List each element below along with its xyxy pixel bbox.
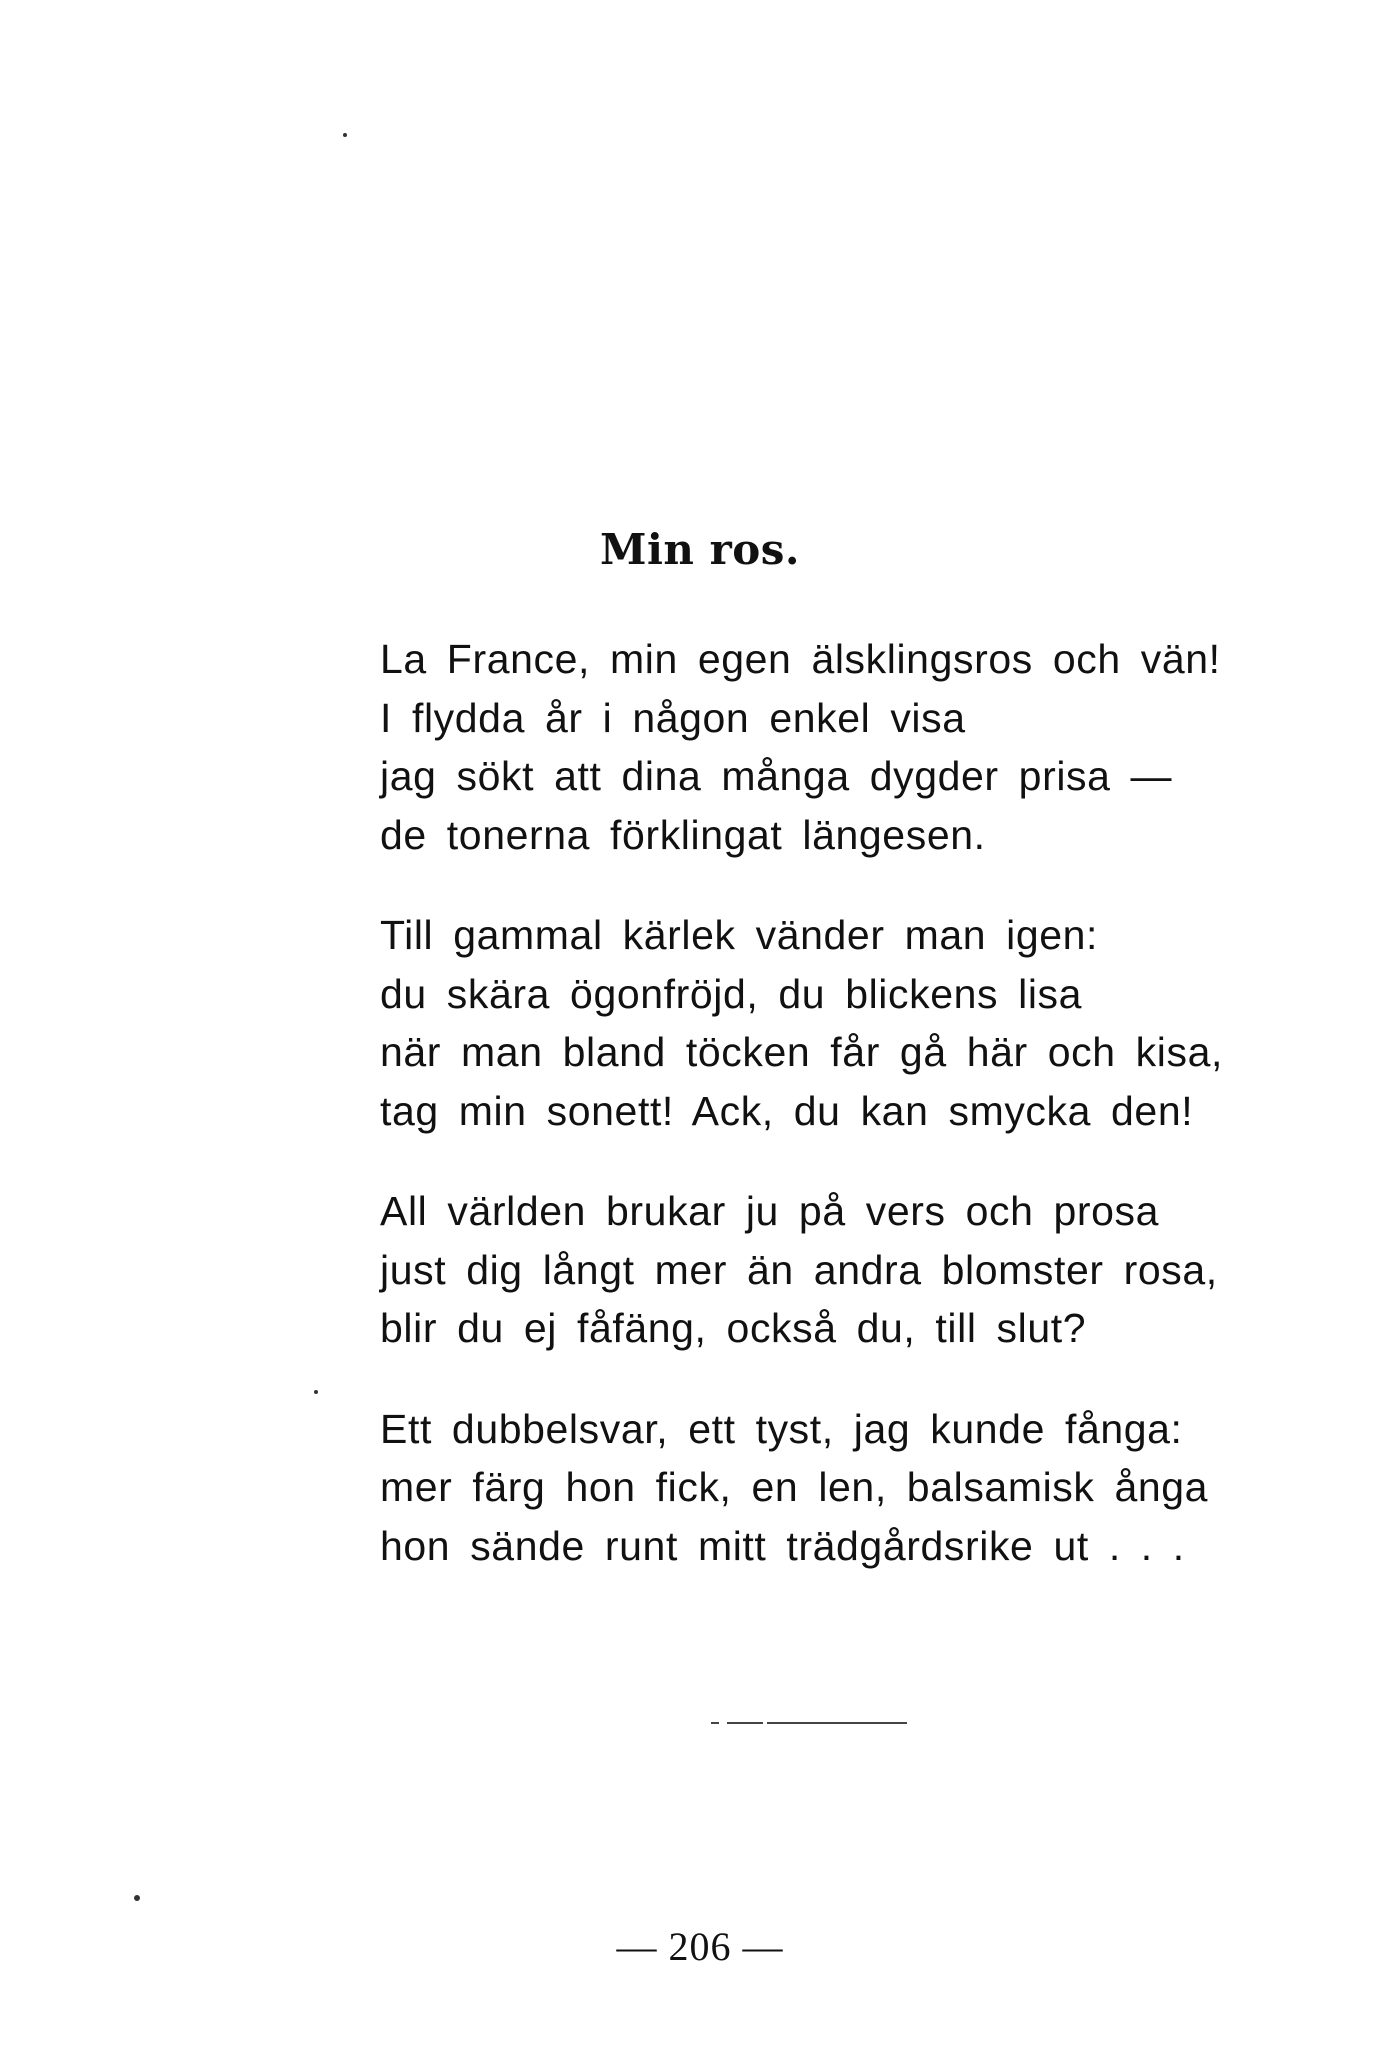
poem-line: när man bland töcken får gå här och kisa, (380, 1029, 1223, 1075)
section-divider (705, 1722, 907, 1724)
poem-line: All världen brukar ju på vers och prosa (380, 1188, 1160, 1234)
poem-line: Till gammal kärlek vänder man igen: (380, 912, 1099, 958)
scan-speck (134, 1895, 140, 1901)
poem-line: tag min sonett! Ack, du kan smycka den! (380, 1087, 1194, 1134)
stanza-1 (380, 630, 1280, 864)
poem-line: I flydda år i någon enkel visa (380, 694, 966, 741)
poem-line: du skära ögonfröjd, du blickens lisa (380, 970, 1083, 1017)
poem-line: La France, min egen älsklingsros och vän! (380, 636, 1221, 682)
poem-line: de tonerna förklingat längesen. (380, 811, 986, 858)
scan-speck (314, 1390, 318, 1394)
poem-line: Ett dubbelsvar, ett tyst, jag kunde fånga: (380, 1405, 1183, 1452)
poem-line: hon sände runt mitt trädgårdsrike ut . . . (380, 1522, 1185, 1569)
scan-speck (343, 133, 347, 137)
stanza-4 (380, 1400, 1280, 1576)
poem-line: just dig långt mer än andra blomster rosa, (380, 1246, 1218, 1293)
page-number: — 206 — (616, 1924, 784, 1969)
poem-line: jag sökt att dina många dygder prisa — (380, 753, 1173, 799)
stanza-3 (380, 1182, 1280, 1358)
poem-line: mer färg hon fick, en len, balsamisk ånga (380, 1464, 1209, 1510)
poem-title: Min ros. (599, 525, 800, 574)
poem-line: blir du ej fåfäng, också du, till slut? (380, 1305, 1087, 1351)
poem-body (380, 630, 1280, 1617)
stanza-2 (380, 906, 1280, 1140)
